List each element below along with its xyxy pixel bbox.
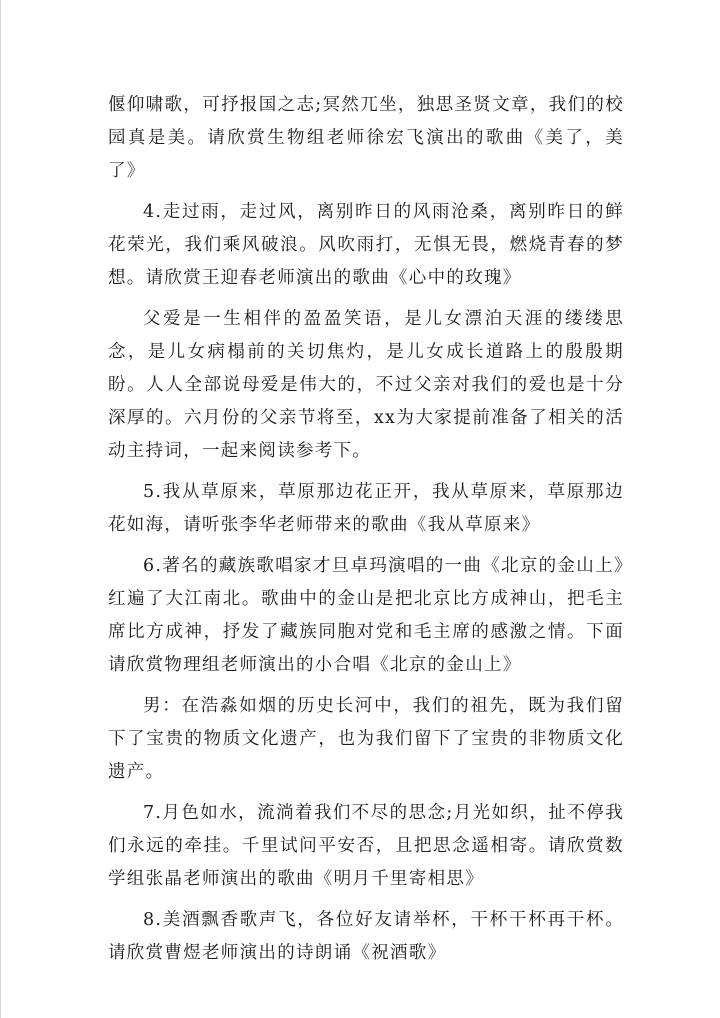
paragraph-1: 偃仰啸歌，可抒报国之志;冥然兀坐，独思圣贤文章，我们的校园真是美。请欣赏生物组老师徐宏飞演出的歌曲《美了，美了》 xyxy=(108,95,624,181)
paragraph-8: 8.美酒飘香歌声飞，各位好友请举杯，干杯干杯再干杯。请欣赏曹煜老师演出的诗朗诵《祝酒歌》 xyxy=(108,910,624,963)
page-left-border xyxy=(0,0,1,1018)
paragraph-5: 6.著名的藏族歌唱家才旦卓玛演唱的一曲《北京的金山上》红遍了大江南北。歌曲中的金山是把北京比方成神山，把毛主席比方成神，抒发了藏族同胞对党和毛主席的感激之情。下面请欣赏物理组老师演出的小合唱《北京的金山上》 xyxy=(108,556,624,675)
document-body xyxy=(108,89,624,978)
paragraph-7: 7.月色如水，流淌着我们不尽的思念;月光如织，扯不停我们永远的牵挂。千里试问平安否，且把思念遥相寄。请欣赏数学组张晶老师演出的歌曲《明月千里寄相思》 xyxy=(108,803,624,889)
paragraph-3: 父爱是一生相伴的盈盈笑语，是儿女漂泊天涯的缕缕思念，是儿女病榻前的关切焦灼，是儿女成长道路上的殷殷期盼。人人全部说母爱是伟大的，不过父亲对我们的爱也是十分深厚的。六月份的父亲节将至，xx为大家提前准备了相关的活动主持词，一起来阅读参考下。 xyxy=(108,309,624,461)
paragraph-4: 5.我从草原来，草原那边花正开，我从草原来，草原那边花如海，请听张李华老师带来的歌曲《我从草原来》 xyxy=(108,482,624,535)
paragraph-2: 4.走过雨，走过风，离别昨日的风雨沧桑，离别昨日的鲜花荣光，我们乘风破浪。风吹雨打，无惧无畏，燃烧青春的梦想。请欣赏王迎春老师演出的歌曲《心中的玫瑰》 xyxy=(108,202,624,288)
paragraph-6: 男：在浩淼如烟的历史长河中，我们的祖先，既为我们留下了宝贵的物质文化遗产，也为我们留下了宝贵的非物质文化遗产。 xyxy=(108,696,624,782)
